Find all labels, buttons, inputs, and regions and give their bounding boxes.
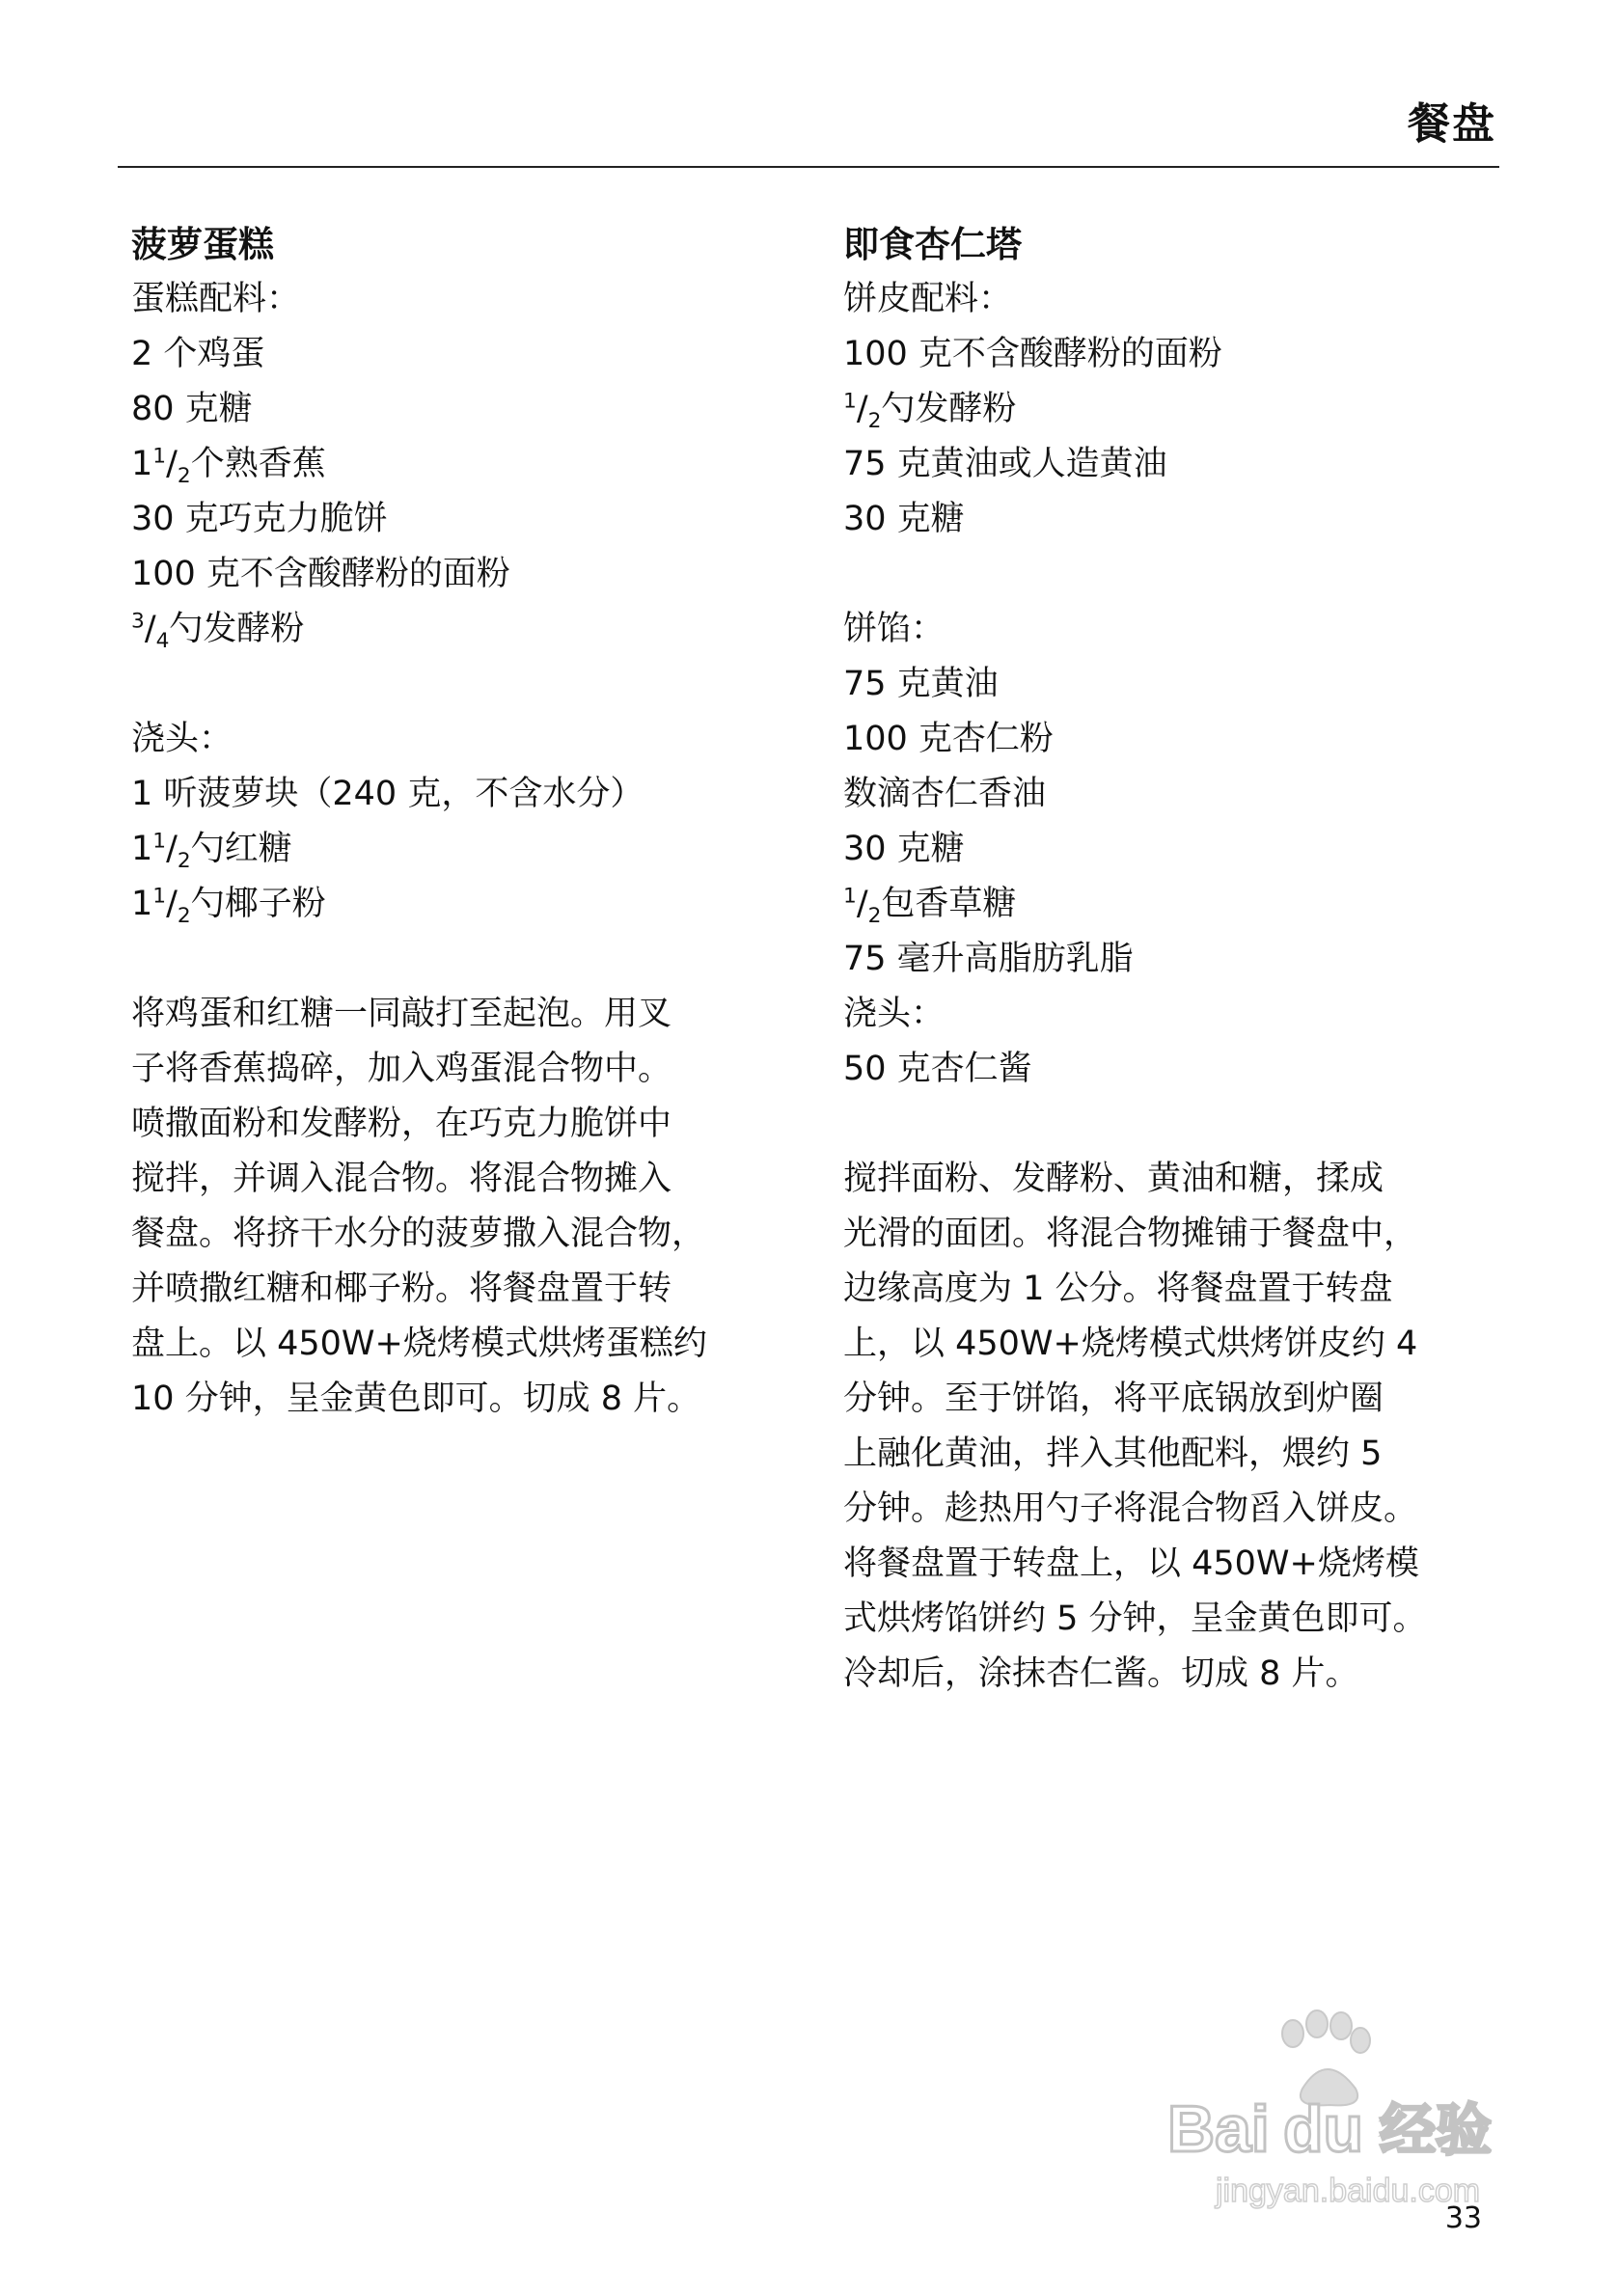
- ingredient-item: 2 个鸡蛋: [131, 335, 265, 373]
- method-line: 子将香蕉捣碎，加入鸡蛋混合物中。: [131, 1050, 672, 1088]
- method-line: 并喷撒红糖和椰子粉。将餐盘置于转: [131, 1270, 672, 1308]
- topping-item: $1^1/_2$勺红糖: [131, 829, 292, 873]
- ingredient-item: 30 克巧克力脆饼: [131, 500, 388, 538]
- method-paragraph: [843, 1152, 1482, 1702]
- ingredient-item: 100 克不含酸酵粉的面粉: [131, 555, 510, 593]
- ingredient-item: 30 克糖: [843, 830, 965, 868]
- crust-heading: 饼皮配料：: [843, 280, 1013, 318]
- ingredient-item: 80 克糖: [131, 390, 253, 428]
- ingredient-item: 75 克黄油: [843, 665, 999, 703]
- ingredients-heading: 蛋糕配料：: [131, 280, 301, 318]
- paw-icon: [1282, 2010, 1370, 2105]
- topping-heading: 浇头：: [843, 995, 946, 1033]
- ingredient-item: $^3/_4$勺发酵粉: [131, 609, 305, 653]
- recipe-title: 菠萝蛋糕: [131, 224, 274, 265]
- svg-text:Bai: Bai: [1167, 2092, 1270, 2166]
- ingredient-item: $^1/_2$勺发酵粉: [843, 389, 1017, 433]
- header-divider: [118, 166, 1499, 168]
- method-line: 将餐盘置于转盘上，以 450W+烧烤模: [843, 1544, 1419, 1583]
- ingredient-item: $1^1/_2$个熟香蕉: [131, 444, 326, 488]
- topping-item: 50 克杏仁酱: [843, 1050, 1032, 1088]
- ingredient-item: 30 克糖: [843, 500, 965, 538]
- method-line: 10 分钟，呈金黄色即可。切成 8 片。: [131, 1380, 701, 1418]
- method-line: 搅拌，并调入混合物。将混合物摊入: [131, 1160, 672, 1198]
- ingredient-item: 100 克不含酸酵粉的面粉: [843, 335, 1222, 373]
- section-title: 餐盘: [1408, 99, 1496, 149]
- method-line: 光滑的面团。将混合物摊铺于餐盘中，: [843, 1215, 1418, 1253]
- method-line: 式烘烤馅饼约 5 分钟，呈金黄色即可。: [843, 1599, 1427, 1638]
- ingredient-item: 100 克杏仁粉: [843, 720, 1054, 758]
- topping-heading: 浇头：: [131, 720, 233, 758]
- svg-text:经验: 经验: [1380, 2097, 1493, 2163]
- ingredient-item: $^1/_2$包香草糖: [843, 884, 1017, 928]
- filling-heading: 饼馅：: [843, 610, 946, 648]
- method-line: 餐盘。将挤干水分的菠萝撒入混合物，: [131, 1215, 706, 1253]
- svg-text:du: du: [1283, 2092, 1364, 2166]
- recipe-title: 即食杏仁塔: [843, 224, 1022, 265]
- method-line: 分钟。趁热用勺子将混合物舀入饼皮。: [843, 1490, 1418, 1528]
- ingredient-item: 数滴杏仁香油: [843, 775, 1047, 813]
- svg-text:jingyan.baidu.com: jingyan.baidu.com: [1216, 2173, 1481, 2209]
- ingredient-item: 75 克黄油或人造黄油: [843, 445, 1167, 483]
- page-number: 33: [1444, 2201, 1482, 2235]
- method-line: 上，以 450W+烧烤模式烘烤饼皮约 4: [843, 1325, 1418, 1363]
- method-line: 边缘高度为 1 公分。将餐盘置于转盘: [843, 1270, 1393, 1308]
- ingredient-item: 75 毫升高脂肪乳脂: [843, 940, 1134, 978]
- topping-item: $1^1/_2$勺椰子粉: [131, 884, 326, 928]
- method-line: 喷撒面粉和发酵粉，在巧克力脆饼中: [131, 1105, 672, 1143]
- topping-item: 1 听菠萝块（240 克，不含水分）: [131, 775, 644, 813]
- method-line: 冷却后，涂抹杏仁酱。切成 8 片。: [843, 1654, 1359, 1693]
- right-recipe: [843, 217, 1482, 1702]
- left-recipe: [131, 217, 787, 1427]
- baidu-jingyan-watermark: [1158, 1997, 1524, 2219]
- method-line: 搅拌面粉、发酵粉、黄油和糖，揉成: [843, 1160, 1384, 1198]
- method-line: 上融化黄油，拌入其他配料，煨约 5: [843, 1435, 1383, 1473]
- method-line: 盘上。以 450W+烧烤模式烘烤蛋糕约: [131, 1325, 707, 1363]
- method-paragraph: [131, 987, 787, 1427]
- method-line: 分钟。至于饼馅，将平底锅放到炉圈: [843, 1380, 1384, 1418]
- method-line: 将鸡蛋和红糖一同敲打至起泡。用叉: [131, 995, 672, 1033]
